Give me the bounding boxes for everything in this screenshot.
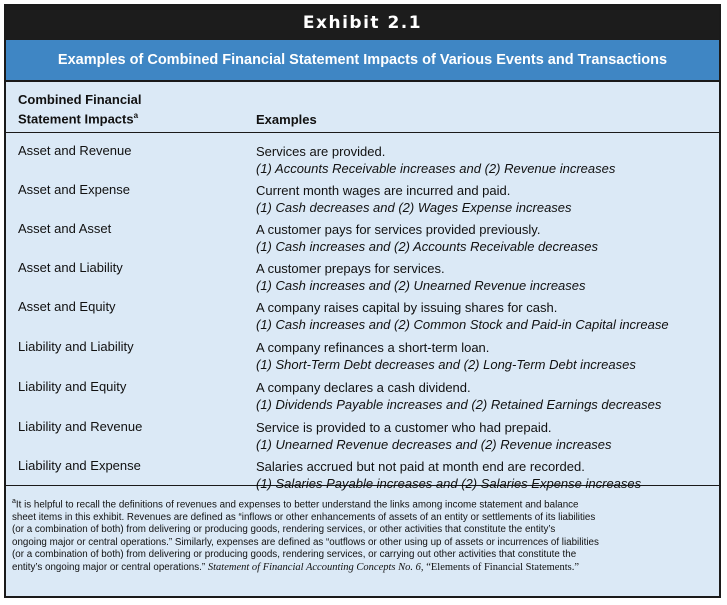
example-effect: (1) Cash increases and (2) Accounts Receivable decreases [256, 239, 599, 254]
column-header-impacts [18, 92, 218, 127]
footnote-line: entity’s ongoing major or central operations.” [12, 561, 206, 573]
example-event: A company declares a cash dividend. [256, 380, 471, 395]
table-body [6, 133, 719, 491]
table-row [6, 417, 719, 455]
impact-cell: Asset and Liability [18, 260, 123, 275]
table-row [6, 297, 719, 335]
example-cell [256, 260, 586, 294]
example-event: A customer pays for services provided previously. [256, 222, 541, 237]
example-effect: (1) Dividends Payable increases and (2) Retained Earnings decreases [256, 397, 662, 412]
column-header-impacts-line2: Statement Impacts [18, 111, 134, 127]
footnote-line: It is helpful to recall the definitions of revenues and expenses to better understand the links among income statement and balance [15, 499, 579, 511]
footnote-line: ongoing major or central operations.” Similarly, expenses are defined as “outflows or other using up of assets or incurrences of liabilities [12, 536, 599, 548]
example-effect: (1) Cash decreases and (2) Wages Expense increases [256, 200, 572, 215]
example-effect: (1) Accounts Receivable increases and (2) Revenue increases [256, 161, 616, 176]
example-cell [256, 182, 572, 216]
table-row [6, 456, 719, 494]
example-effect: (1) Cash increases and (2) Common Stock and Paid-in Capital increase [256, 317, 669, 332]
example-cell [256, 339, 636, 373]
example-event: Current month wages are incurred and paid. [256, 183, 511, 198]
example-effect: (1) Short-Term Debt decreases and (2) Long-Term Debt increases [256, 357, 636, 372]
example-event: A company raises capital by issuing shares for cash. [256, 300, 558, 315]
example-effect: (1) Cash increases and (2) Unearned Revenue increases [256, 278, 586, 293]
footnote-citation-title: “Elements of Financial Statements.” [426, 561, 580, 573]
impact-cell: Asset and Revenue [18, 143, 132, 158]
table-row [6, 219, 719, 257]
example-event: Services are provided. [256, 144, 386, 159]
example-cell [256, 458, 641, 492]
table-row [6, 377, 719, 415]
table-row [6, 141, 719, 179]
footnote [12, 496, 708, 574]
example-event: Service is provided to a customer who had prepaid. [256, 420, 552, 435]
impact-cell: Liability and Revenue [18, 419, 143, 434]
column-header-impacts-line1: Combined Financial [18, 92, 142, 107]
example-cell [256, 419, 612, 453]
column-header-examples: Examples [256, 112, 317, 127]
table-row [6, 180, 719, 218]
example-cell [256, 143, 615, 177]
footnote-line: (or a combination of both) from delivering or producing goods, rendering services, or carrying out other activities that constitute the [12, 549, 577, 561]
footnote-marker: a [12, 498, 16, 505]
footnote-line: (or a combination of both) from delivering or producing goods, rendering services, or other activities that constitute the entity’s [12, 524, 556, 536]
footnote-marker: a [133, 111, 139, 120]
table-header [6, 82, 719, 133]
example-cell [256, 299, 669, 333]
impact-cell: Liability and Expense [18, 458, 141, 473]
footnote-citation: Statement of Financial Accounting Concepts No. 6, [207, 561, 424, 573]
example-effect: (1) Unearned Revenue decreases and (2) Revenue increases [256, 437, 612, 452]
example-event: Salaries accrued but not paid at month end are recorded. [256, 459, 585, 474]
impact-cell: Liability and Liability [18, 339, 134, 354]
impact-cell: Liability and Equity [18, 379, 127, 394]
example-effect: (1) Salaries Payable increases and (2) Salaries Expense increases [256, 476, 642, 491]
exhibit-title: Exhibit 2.1 [6, 6, 719, 40]
example-event: A company refinances a short-term loan. [256, 340, 490, 355]
table-row [6, 258, 719, 296]
table-row [6, 337, 719, 375]
example-cell [256, 379, 661, 413]
exhibit-subtitle: Examples of Combined Financial Statement Impacts of Various Events and Transactions [6, 40, 719, 82]
impact-cell: Asset and Asset [18, 221, 112, 236]
impact-cell: Asset and Equity [18, 299, 116, 314]
footnote-line: sheet items in this exhibit. Revenues are defined as “inflows or other enhancements of assets of an entity or settlements of its liabilities [12, 511, 596, 523]
impact-cell: Asset and Expense [18, 182, 131, 197]
example-event: A customer prepays for services. [256, 261, 445, 276]
example-cell [256, 221, 598, 255]
